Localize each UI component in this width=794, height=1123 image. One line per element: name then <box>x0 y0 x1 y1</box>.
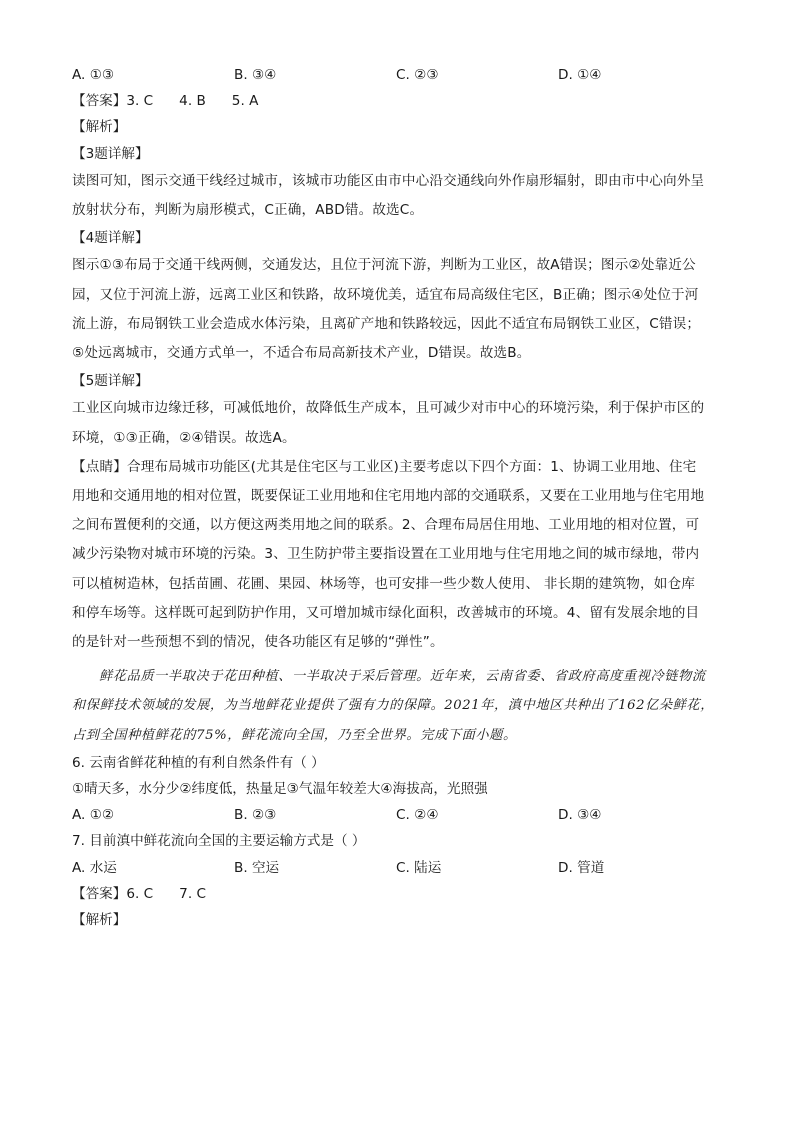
answer-item: 4. B <box>179 93 206 110</box>
analysis-heading-1: 【解析】 <box>72 119 127 136</box>
text-line: 和保鲜技术领域的发展，为当地鲜花业提供了强有力的保障。2021年，滇中地区共种出了162亿朵鲜花， <box>72 698 715 714</box>
text-line: 工业区向城市边缘迁移，可减低地价，故降低生产成本，且可减少对市中心的环境污染，利于保护市区的 <box>72 400 705 417</box>
text-line: 读图可知，图示交通干线经过城市，该城市功能区由市中心沿交通线向外作扇形辐射，即由市中心向外呈 <box>72 172 705 189</box>
text-line: 可以植树造林，包括苗圃、花圃、果园、林场等，也可安排一些少数人使用、 非长期的建筑物，如仓库 <box>72 575 695 592</box>
tip-paragraph <box>72 453 722 657</box>
text-line: ⑤处远离城市，交通方式单一，不适合布局高新技术产业，D错误。故选B。 <box>72 345 531 362</box>
text-line: 环境，①③正确，②④错误。故选A。 <box>72 429 296 446</box>
q7-options <box>72 855 722 881</box>
text-line: 图示①③布局于交通干线两侧，交通发达，且位于河流下游，判断为工业区，故A错误；图示②处靠近公 <box>72 257 696 274</box>
q4-heading: 【4题详解】 <box>72 230 149 247</box>
q5-option-c: C. ②③ <box>396 67 439 83</box>
q5-option-d: D. ①④ <box>558 67 602 83</box>
text-line: 的是针对一些预想不到的情况，使各功能区有足够的“弹性”。 <box>72 634 444 651</box>
text-line: 放射状分布，判断为扇形模式，C正确，ABD错。故选C。 <box>72 202 424 219</box>
text-line: 鲜花品质一半取决于花田种植、一半取决于采后管理。近年来，云南省委、省政府高度重视冷链物流 <box>99 669 706 685</box>
q5-option-a: A. ①③ <box>72 67 115 83</box>
text-line: 流上游，布局钢铁工业会造成水体污染，且离矿产地和铁路较远，因此不适宜布局钢铁工业区，C错误； <box>72 315 701 332</box>
q5-explanation <box>72 394 722 452</box>
text-line: 园，又位于河流上游，远离工业区和铁路，故环境优美，适宜布局高级住宅区，B正确；图示④处位于河 <box>72 286 699 303</box>
q7-option-b: B. 空运 <box>234 859 280 876</box>
answer-line-1 <box>72 88 722 114</box>
q5-option-b: B. ③④ <box>234 67 277 83</box>
q7-stem: 7. 目前滇中鲜花流向全国的主要运输方式是（ ） <box>72 833 366 850</box>
q6-option-c: C. ②④ <box>396 807 439 824</box>
answer-tag: 【答案】 <box>72 885 127 902</box>
q6-conditions: ①晴天多，水分少②纬度低，热量足③气温年较差大④海拔高，光照强 <box>72 781 488 798</box>
text-line: 减少污染物对城市环境的污染。3、卫生防护带主要指设置在工业用地与住宅用地之间的城市绿地，带内 <box>72 546 700 563</box>
answer-item: 6. C <box>126 885 154 902</box>
reading-passage <box>72 662 722 750</box>
q3-heading: 【3题详解】 <box>72 145 149 162</box>
text-line: 用地和交通用地的相对位置，既要保证工业用地和住宅用地内部的交通联系，又要在工业用地与住宅用地 <box>72 488 705 505</box>
answer-item: 5. A <box>231 93 259 110</box>
text-line: 之间布置便利的交通，以方便这两类用地之间的联系。2、合理布局居住用地、工业用地的相对位置，可 <box>72 517 700 534</box>
q6-option-a: A. ①② <box>72 807 115 824</box>
text-line: 和停车场等。这样既可起到防护作用，又可增加城市绿化面积，改善城市的环境。4、留有发展余地的目 <box>72 604 700 621</box>
q4-explanation <box>72 251 722 368</box>
q7-option-c: C. 陆运 <box>396 859 442 876</box>
answer-item: 3. C <box>126 93 154 110</box>
q6-option-d: D. ③④ <box>558 807 602 824</box>
analysis-heading-2: 【解析】 <box>72 912 127 929</box>
q7-option-d: D. 管道 <box>558 859 605 876</box>
exam-page <box>72 62 722 933</box>
q3-explanation <box>72 167 722 225</box>
q5-heading: 【5题详解】 <box>72 373 149 390</box>
text-line: 【点睛】合理布局城市功能区(尤其是住宅区与工业区)主要考虑以下四个方面：1、协调工业用地、住宅 <box>72 458 697 475</box>
answer-line-2 <box>72 881 722 907</box>
answer-tag: 【答案】 <box>72 93 127 110</box>
q6-stem: 6. 云南省鲜花种植的有利自然条件有（ ） <box>72 754 325 771</box>
q6-option-b: B. ②③ <box>234 807 277 824</box>
q6-options <box>72 802 722 828</box>
answer-item: 7. C <box>179 885 206 902</box>
text-line: 占到全国种植鲜花的75%，鲜花流向全国，乃至全世界。完成下面小题。 <box>72 727 517 743</box>
q5-options <box>72 62 722 88</box>
q7-option-a: A. 水运 <box>72 859 117 876</box>
